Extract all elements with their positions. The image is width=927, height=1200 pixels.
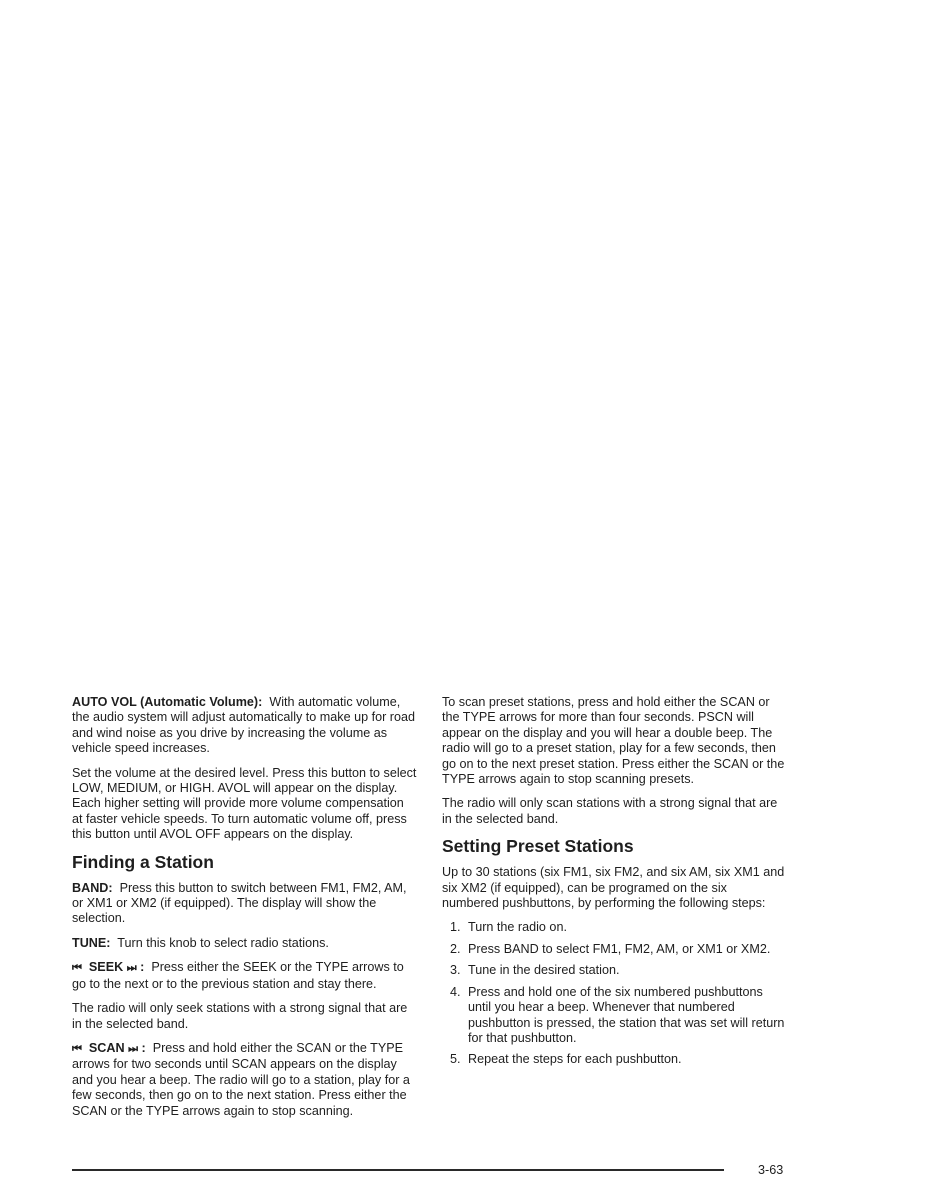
list-item xyxy=(442,942,787,957)
step-number: 4. xyxy=(450,984,461,999)
step-text: Press and hold one of the six numbered pushbuttons until you hear a beep. Whenever that numbered pushbutton is pressed, the station that was set will return for that pushbutton. xyxy=(468,984,785,1045)
seek-back-icon: ⏮ xyxy=(72,962,82,975)
autovol-label: AUTO VOL (Automatic Volume): xyxy=(72,695,263,709)
list-item xyxy=(442,985,787,1047)
step-number: 5. xyxy=(450,1052,461,1067)
scan-back-icon: ⏮ xyxy=(72,1042,82,1055)
page-number: 3-63 xyxy=(758,1163,784,1177)
step-number: 2. xyxy=(450,941,461,956)
seek-text: Press either the SEEK or the TYPE arrows to go to the next or to the previous station and stay there. xyxy=(72,960,404,991)
setvolume-paragraph: Set the volume at the desired level. Press this button to select LOW, MEDIUM, or HIGH. AVOL will appear on the display. Each higher setting will provide more volume compensation at faster vehicle speeds. To turn automatic volume off, press this button until AVOL OFF appears on the display. xyxy=(72,765,417,842)
scan-colon: : xyxy=(141,1040,146,1055)
finding-station-heading: Finding a Station xyxy=(72,851,214,872)
step-text: Turn the radio on. xyxy=(468,920,567,935)
seek-forward-icon: ⏭ xyxy=(126,962,137,975)
scan-label: SCAN xyxy=(88,1040,125,1055)
list-item xyxy=(442,1052,787,1067)
seek-paragraph xyxy=(72,960,417,992)
step-text: Repeat the steps for each pushbutton. xyxy=(468,1052,682,1067)
list-item xyxy=(442,963,787,978)
scan-note: The radio will only scan stations with a strong signal that are in the selected band. xyxy=(442,796,778,826)
step-text: Tune in the desired station. xyxy=(468,963,620,978)
seek-label: SEEK xyxy=(88,960,124,975)
scan-term xyxy=(72,1041,146,1055)
tune-text: Turn this knob to select radio stations. xyxy=(117,935,329,950)
step-number: 1. xyxy=(450,920,461,935)
scan-forward-icon: ⏭ xyxy=(128,1042,138,1055)
preset-steps-list xyxy=(442,920,787,1067)
right-column xyxy=(442,695,787,1074)
step-number: 3. xyxy=(450,963,461,978)
seek-note: The radio will only seek stations with a strong signal that are in the selected band. xyxy=(72,1001,408,1031)
seek-term xyxy=(72,960,144,974)
preset-intro: Up to 30 stations (six FM1, six FM2, and six AM, six XM1 and six XM2 (if equipped), can be programed on the six numbered pushbuttons, by performing the following steps: xyxy=(442,865,785,911)
autovol-paragraph xyxy=(72,695,417,757)
step-text: Press BAND to select FM1, FM2, AM, or XM1 or XM2. xyxy=(468,941,771,956)
list-item xyxy=(442,920,787,935)
band-paragraph xyxy=(72,881,417,927)
setting-preset-heading: Setting Preset Stations xyxy=(442,836,634,857)
seek-colon: : xyxy=(140,960,145,975)
autovol-text: With automatic volume, the audio system will adjust automatically to make up for road and wind noise as you drive by increasing the volume as vehicle speed increases. xyxy=(72,695,415,756)
left-column xyxy=(72,695,417,1128)
scan-text: Press and hold either the SCAN or the TYPE arrows for two seconds until SCAN appears on the display and you hear a beep. The radio will go to a station, play for a few seconds, then go on to the next station. Press either the SCAN or the TYPE arrows again to stop scanning. xyxy=(72,1040,410,1118)
footer-rule xyxy=(72,1169,724,1171)
tune-paragraph xyxy=(72,936,417,951)
scan-paragraph xyxy=(72,1041,417,1119)
band-label: BAND: xyxy=(72,880,113,895)
scan-preset-paragraph: To scan preset stations, press and hold either the SCAN or the TYPE arrows for more than four seconds. PSCN will appear on the display and you will hear a double beep. The radio will go to a preset station, play for a few seconds, then go on to the next preset station. Press either the SCAN or the TYPE arrows again to stop scanning presets. xyxy=(442,695,785,787)
band-text: Press this button to switch between FM1, FM2, AM, or XM1 or XM2 (if equipped). The display will show the selection. xyxy=(72,880,407,926)
tune-label: TUNE: xyxy=(72,935,111,950)
